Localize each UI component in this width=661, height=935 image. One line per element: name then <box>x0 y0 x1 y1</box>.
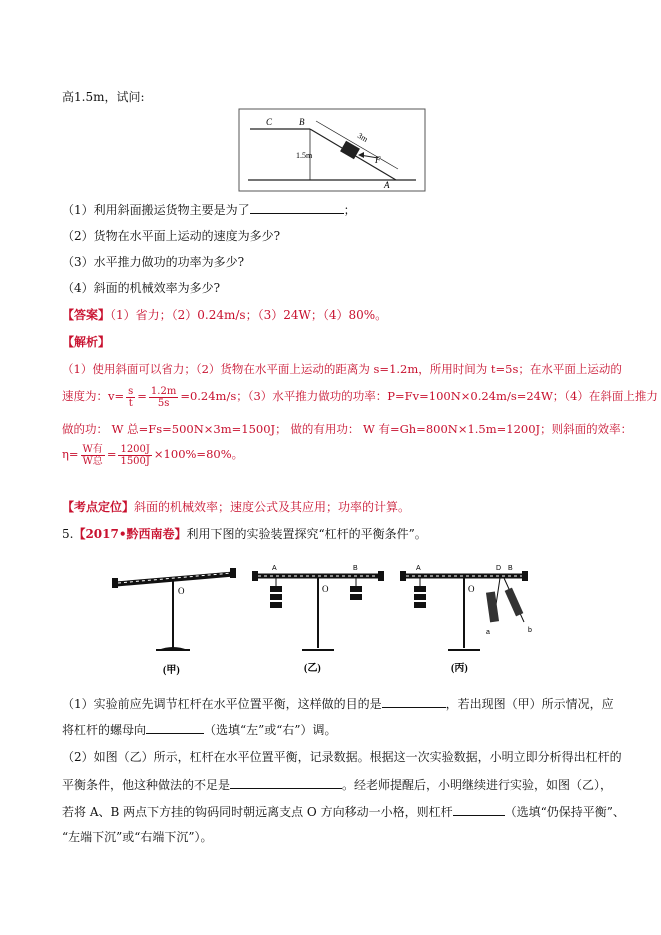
label-height: 1.5m <box>296 151 313 160</box>
analysis-tag: 【解析】 <box>62 335 111 349</box>
question-5-heading: 5.【2017•黔西南卷】利用下图的实验装置探究“杠杆的平衡条件”。 <box>62 527 427 541</box>
label-a: A <box>384 180 390 190</box>
q5-part1-line1: （1）实验前应先调节杠杆在水平位置平衡，这样做的目的是 ，若出现图（甲）所示情况，应 <box>62 697 614 711</box>
intro-text: 高1.5m，试问: <box>62 90 145 104</box>
label-force: F <box>375 155 381 165</box>
fraction-s-over-t: $\frac{s}{t}$ <box>128 385 134 409</box>
q5-part2-line3: 若将 A、B 两点下方挂的钩码同时朝远离支点 O 方向移动一小格，则杠杆 （选填“仍保持平衡”、 <box>62 805 625 819</box>
q5-part2-line2: 平衡条件，他这种做法的不足是 。经老师提醒后，小明继续进行实验，如图（乙）， <box>62 778 613 792</box>
kaodian-line: 【考点定位】斜面的机械效率；速度公式及其应用；功率的计算。 <box>62 500 411 514</box>
label-b-bing: B <box>508 565 513 572</box>
pivot-o-yi: O <box>322 584 329 594</box>
label-small-b: b <box>528 627 532 634</box>
answer-blank[interactable] <box>382 696 446 708</box>
answer-blank[interactable] <box>453 804 505 816</box>
question-3: （3）水平推力做功的功率为多少? <box>62 255 245 269</box>
question-4: （4）斜面的机械效率为多少? <box>62 281 221 295</box>
answer-blank[interactable] <box>146 722 204 734</box>
incline-figure <box>238 108 426 192</box>
q5-part1-line2: 将杠杆的螺母向 （选填“左”或“右”）调。 <box>62 723 337 737</box>
analysis-line-3: 做的功： W 总=Fs=500N×3m=1500J； 做的有用功： W 有=Gh=800N×1.5m=1200J；则斜面的效率： <box>62 422 633 436</box>
caption-yi: (乙) <box>304 663 321 674</box>
label-c: C <box>266 117 273 127</box>
fraction-j-ratio: $\frac{1200J}{1500J}$ <box>120 443 150 467</box>
lever-jia <box>112 568 236 676</box>
lever-bing <box>400 565 532 674</box>
label-a-yi: A <box>272 565 277 572</box>
question-2: （2）货物在水平面上运动的速度为多少? <box>62 229 281 243</box>
analysis-line-4: η= $\frac{\text{W有}}{\text{W总}}$ = $\frac{1200J}{1500J}$ ×100%=80%。 <box>62 443 244 467</box>
question-1: （1）利用斜面搬运货物主要是为了 ； <box>62 203 356 217</box>
q5-part2-line4: “左端下沉”或“右端下沉”）。 <box>62 830 213 844</box>
lever-figure <box>108 558 548 680</box>
answer-line: 【答案】（1）省力；（2）0.24m/s；（3）24W；（4）80%。 <box>62 308 388 322</box>
answer-blank[interactable] <box>250 202 344 214</box>
label-slope: 3m <box>356 130 370 144</box>
analysis-line-1: （1）使用斜面可以省力；（2）货物在水平面上运动的距离为 s=1.2m，所用时间为 t=5s；在水平面上运动的 <box>62 362 622 376</box>
label-d-bing: D <box>496 565 502 572</box>
fraction-values: $\frac{1.2m}{5s}$ <box>150 385 177 409</box>
label-small-a: a <box>486 629 490 636</box>
lever-yi <box>252 565 384 674</box>
pivot-o-bing: O <box>468 584 475 594</box>
pivot-o-jia: O <box>178 586 185 596</box>
answer-blank[interactable] <box>230 777 342 789</box>
q5-part2-line1: （2）如图（乙）所示，杠杆在水平位置平衡，记录数据。根据这一次实验数据，小明立即分析得出杠杆的 <box>62 750 622 764</box>
analysis-line-2: 速度为：v= $\frac{s}{t}$ = $\frac{1.2m}{5s}$ =0.24m/s；（3）水平推力做功的功率：P=Fv=100N×0.24m/s=24W；（4）在斜面上推力 <box>62 385 658 409</box>
caption-bing: (丙) <box>451 663 468 674</box>
label-a-bing: A <box>416 565 421 572</box>
fraction-w-ratio: $\frac{\text{W有}}{\text{W总}}$ <box>82 443 103 467</box>
label-b: B <box>299 117 305 127</box>
caption-jia: (甲) <box>163 665 180 676</box>
label-b-yi: B <box>353 565 358 572</box>
